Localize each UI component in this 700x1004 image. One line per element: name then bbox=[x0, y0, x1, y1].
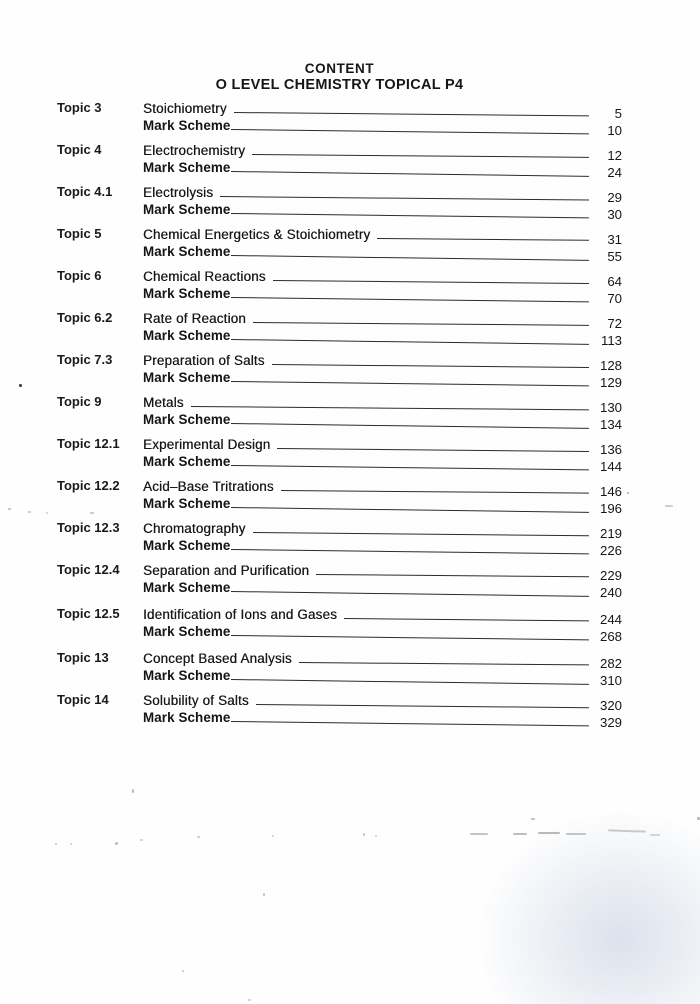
toc-entry-title-line bbox=[143, 308, 622, 331]
mark-scheme-label: Mark Scheme bbox=[143, 710, 231, 725]
mark-scheme-label: Mark Scheme bbox=[143, 160, 231, 175]
topic-body bbox=[143, 690, 622, 730]
topic-number: Topic 12.3 bbox=[57, 520, 120, 535]
toc-entry-markscheme-line bbox=[143, 452, 622, 474]
toc-entry-title-line bbox=[143, 182, 622, 205]
toc-entry-title-line bbox=[143, 434, 622, 457]
topic-number: Topic 12.5 bbox=[57, 606, 120, 621]
leader-line bbox=[316, 574, 589, 577]
page-number: 229 bbox=[599, 567, 622, 583]
topic-body bbox=[143, 648, 622, 688]
toc-entry-title-line bbox=[143, 518, 622, 541]
topic-body bbox=[143, 308, 622, 348]
mark-scheme-page-number: 196 bbox=[599, 501, 622, 516]
topic-body bbox=[143, 434, 622, 474]
topic-body bbox=[143, 604, 622, 644]
page-number: 136 bbox=[599, 441, 622, 457]
toc-entry-markscheme-line bbox=[143, 158, 622, 180]
page-number: 64 bbox=[607, 273, 622, 289]
leader-line bbox=[231, 129, 589, 134]
mark-scheme-label: Mark Scheme bbox=[143, 328, 231, 343]
mark-scheme-label: Mark Scheme bbox=[143, 496, 231, 511]
page-number: 244 bbox=[599, 611, 622, 627]
toc-topic-block bbox=[57, 690, 622, 730]
mark-scheme-label: Mark Scheme bbox=[143, 580, 231, 595]
toc-entry-markscheme-line bbox=[143, 494, 622, 516]
toc-entry-markscheme-line bbox=[143, 368, 622, 390]
toc-entry-markscheme-line bbox=[143, 200, 622, 222]
toc-entry-title-line bbox=[143, 140, 622, 163]
mark-scheme-page-number: 113 bbox=[600, 333, 622, 348]
leader-line bbox=[231, 507, 589, 513]
toc-entry-title-line bbox=[143, 392, 622, 415]
leader-line bbox=[231, 549, 589, 554]
topic-number: Topic 6 bbox=[57, 268, 102, 283]
topic-number: Topic 12.4 bbox=[57, 562, 120, 577]
topic-number: Topic 4.1 bbox=[57, 184, 113, 199]
page-number: 130 bbox=[599, 399, 622, 415]
toc-topic-block bbox=[57, 308, 622, 348]
page-number: 12 bbox=[607, 147, 622, 163]
mark-scheme-label: Mark Scheme bbox=[143, 538, 231, 553]
topic-body bbox=[143, 140, 622, 180]
toc-entry-title-line bbox=[143, 98, 622, 121]
toc-entry-title-line bbox=[143, 560, 622, 583]
toc-entry-title-line bbox=[143, 690, 622, 713]
leader-line bbox=[231, 255, 589, 261]
topic-title: Separation and Purification bbox=[143, 562, 310, 578]
mark-scheme-label: Mark Scheme bbox=[143, 624, 231, 639]
page-number: 29 bbox=[607, 189, 622, 205]
toc-title: CONTENT bbox=[304, 61, 375, 76]
leader-line bbox=[231, 297, 589, 302]
topic-title: Concept Based Analysis bbox=[143, 650, 292, 666]
mark-scheme-label: Mark Scheme bbox=[143, 370, 231, 385]
topic-title: Rate of Reaction bbox=[143, 310, 246, 326]
mark-scheme-page-number: 144 bbox=[599, 459, 622, 474]
topic-body bbox=[143, 224, 622, 264]
topic-body bbox=[143, 266, 622, 306]
topic-number: Topic 5 bbox=[57, 226, 102, 241]
mark-scheme-label: Mark Scheme bbox=[143, 668, 231, 683]
mark-scheme-page-number: 70 bbox=[607, 291, 622, 306]
page-number: 320 bbox=[599, 697, 622, 713]
page-number: 128 bbox=[599, 357, 622, 373]
toc-topic-block bbox=[57, 140, 622, 180]
topic-title: Solubility of Salts bbox=[143, 692, 249, 708]
mark-scheme-page-number: 10 bbox=[607, 123, 622, 138]
leader-line bbox=[231, 381, 589, 386]
toc-topic-block bbox=[57, 434, 622, 474]
topic-number: Topic 12.1 bbox=[57, 436, 120, 451]
leader-line bbox=[231, 171, 589, 177]
page-number: 72 bbox=[607, 315, 622, 331]
page-number: 146 bbox=[599, 483, 622, 499]
toc-entry-markscheme-line bbox=[143, 622, 622, 644]
topic-body bbox=[143, 476, 622, 516]
leader-line bbox=[299, 662, 589, 665]
toc-entry-markscheme-line bbox=[143, 284, 622, 306]
topic-title: Preparation of Salts bbox=[143, 352, 265, 368]
leader-line bbox=[344, 618, 589, 621]
leader-line bbox=[231, 679, 589, 685]
leader-line bbox=[231, 635, 589, 640]
mark-scheme-label: Mark Scheme bbox=[143, 202, 231, 217]
topic-title: Chemical Reactions bbox=[143, 268, 266, 284]
topic-body bbox=[143, 98, 622, 138]
topic-body bbox=[143, 392, 622, 432]
topic-number: Topic 6.2 bbox=[57, 310, 113, 325]
toc-entry-markscheme-line bbox=[143, 666, 622, 688]
toc-entry-title-line bbox=[143, 224, 622, 247]
mark-scheme-page-number: 129 bbox=[599, 375, 622, 390]
toc-entry-title-line bbox=[143, 604, 622, 627]
topic-title: Stoichiometry bbox=[143, 100, 227, 116]
topic-body bbox=[143, 518, 622, 558]
mark-scheme-page-number: 329 bbox=[599, 715, 622, 730]
leader-line bbox=[231, 339, 589, 345]
leader-line bbox=[231, 591, 589, 597]
topic-title: Metals bbox=[143, 394, 184, 410]
toc-entry-markscheme-line bbox=[143, 536, 622, 558]
page-number: 219 bbox=[599, 525, 622, 541]
mark-scheme-page-number: 240 bbox=[599, 585, 622, 600]
toc-topic-block bbox=[57, 648, 622, 688]
topic-number: Topic 3 bbox=[57, 100, 102, 115]
topic-body bbox=[143, 350, 622, 390]
toc-entry-title-line bbox=[143, 648, 622, 671]
toc-topic-block bbox=[57, 518, 622, 558]
mark-scheme-page-number: 30 bbox=[607, 207, 622, 222]
toc-topic-block bbox=[57, 266, 622, 306]
toc-entry-title-line bbox=[143, 266, 622, 289]
mark-scheme-label: Mark Scheme bbox=[143, 412, 231, 427]
topic-number: Topic 4 bbox=[57, 142, 102, 157]
toc-topic-block bbox=[57, 224, 622, 264]
leader-line bbox=[231, 721, 589, 726]
topic-body bbox=[143, 560, 622, 600]
mark-scheme-page-number: 134 bbox=[599, 417, 622, 432]
mark-scheme-page-number: 24 bbox=[607, 165, 622, 180]
scan-shadow-blob bbox=[470, 804, 700, 1004]
page-number: 31 bbox=[607, 231, 622, 247]
toc-entry-markscheme-line bbox=[143, 242, 622, 264]
leader-line bbox=[231, 465, 589, 470]
mark-scheme-label: Mark Scheme bbox=[143, 286, 231, 301]
toc-entry-markscheme-line bbox=[143, 410, 622, 432]
toc-entry-title-line bbox=[143, 350, 622, 373]
toc-entry-title-line bbox=[143, 476, 622, 499]
topic-title: Chromatography bbox=[143, 520, 246, 536]
toc-topic-block bbox=[57, 350, 622, 390]
topic-number: Topic 13 bbox=[57, 650, 109, 665]
topic-title: Electrochemistry bbox=[143, 142, 246, 158]
toc-topic-block bbox=[57, 476, 622, 516]
topic-title: Acid–Base Tritrations bbox=[143, 478, 274, 494]
toc-entry-markscheme-line bbox=[143, 326, 622, 348]
topic-title: Electrolysis bbox=[143, 184, 214, 200]
page-number: 5 bbox=[614, 105, 622, 121]
mark-scheme-label: Mark Scheme bbox=[143, 244, 231, 259]
toc-entry-markscheme-line bbox=[143, 578, 622, 600]
toc-entry-markscheme-line bbox=[143, 116, 622, 138]
toc-topic-block bbox=[57, 604, 622, 644]
topic-body bbox=[143, 182, 622, 222]
mark-scheme-page-number: 55 bbox=[607, 249, 622, 264]
leader-line bbox=[231, 213, 589, 218]
topic-number: Topic 14 bbox=[57, 692, 109, 707]
page-number: 282 bbox=[599, 655, 622, 671]
topic-title: Experimental Design bbox=[143, 436, 271, 452]
toc-topic-block bbox=[57, 560, 622, 600]
toc-topic-block bbox=[57, 182, 622, 222]
toc-subtitle: O LEVEL CHEMISTRY TOPICAL P4 bbox=[215, 77, 464, 93]
mark-scheme-page-number: 226 bbox=[599, 543, 622, 558]
mark-scheme-page-number: 310 bbox=[599, 673, 622, 688]
toc-list bbox=[57, 98, 622, 732]
mark-scheme-label: Mark Scheme bbox=[143, 454, 231, 469]
topic-number: Topic 12.2 bbox=[57, 478, 120, 493]
topic-title: Chemical Energetics & Stoichiometry bbox=[143, 226, 371, 242]
topic-number: Topic 7.3 bbox=[57, 352, 113, 367]
mark-scheme-label: Mark Scheme bbox=[143, 118, 231, 133]
topic-number: Topic 9 bbox=[57, 394, 102, 409]
leader-line bbox=[231, 423, 589, 429]
toc-header bbox=[57, 61, 622, 93]
mark-scheme-page-number: 268 bbox=[599, 629, 622, 644]
topic-title: Identification of Ions and Gases bbox=[143, 606, 337, 622]
toc-topic-block bbox=[57, 392, 622, 432]
leader-line bbox=[377, 238, 589, 241]
toc-topic-block bbox=[57, 98, 622, 138]
toc-entry-markscheme-line bbox=[143, 708, 622, 730]
